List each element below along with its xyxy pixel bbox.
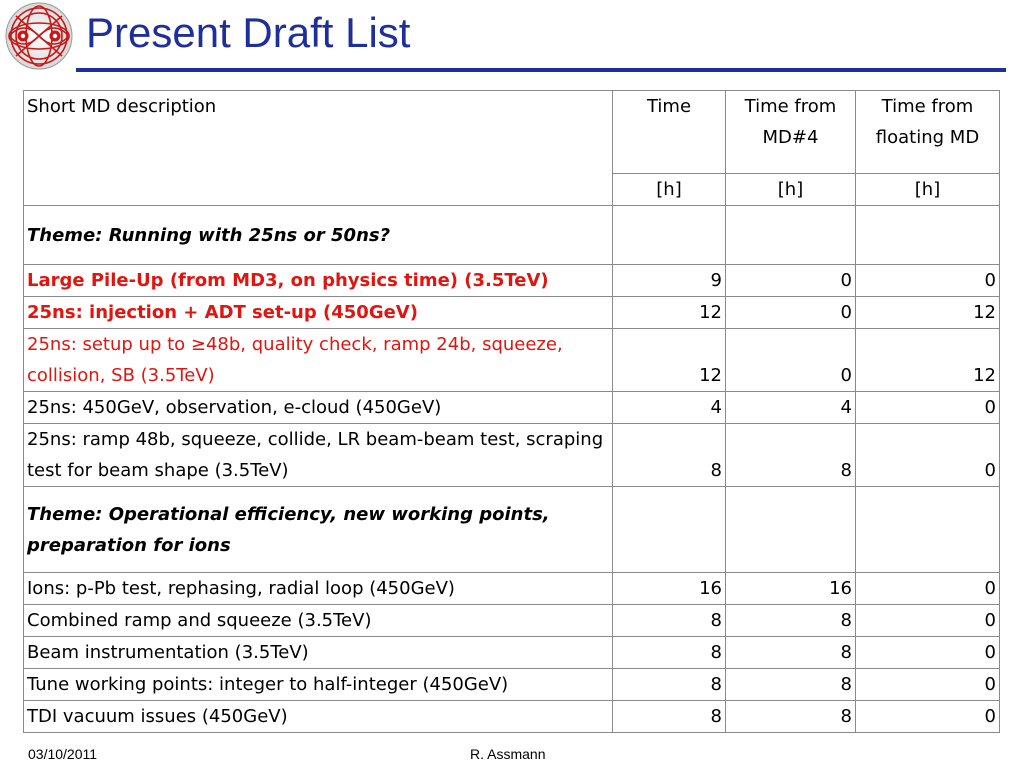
md-table bbox=[23, 90, 1000, 733]
md4-cell bbox=[726, 487, 856, 573]
description-cell: 25ns: setup up to ≥48b, quality check, ramp 24b, squeeze, collision, SB (3.5TeV) bbox=[24, 329, 613, 392]
table-header-row bbox=[24, 91, 1000, 174]
floating-cell: 0 bbox=[856, 605, 1000, 637]
table-row bbox=[24, 669, 1000, 701]
header-time: Time bbox=[613, 91, 726, 174]
time-cell: 8 bbox=[613, 424, 726, 487]
table-row bbox=[24, 329, 1000, 392]
time-cell: 12 bbox=[613, 297, 726, 329]
time-cell: 16 bbox=[613, 573, 726, 605]
floating-cell: 0 bbox=[856, 424, 1000, 487]
unit-time: [h] bbox=[613, 174, 726, 206]
time-cell: 8 bbox=[613, 669, 726, 701]
md4-cell: 0 bbox=[726, 329, 856, 392]
md4-cell: 0 bbox=[726, 265, 856, 297]
table-row bbox=[24, 392, 1000, 424]
floating-cell: 12 bbox=[856, 297, 1000, 329]
table-row bbox=[24, 573, 1000, 605]
description-cell: Combined ramp and squeeze (3.5TeV) bbox=[24, 605, 613, 637]
floating-cell: 12 bbox=[856, 329, 1000, 392]
time-cell: 8 bbox=[613, 637, 726, 669]
md4-cell: 0 bbox=[726, 297, 856, 329]
header-time-floating: Time from floating MD bbox=[856, 91, 1000, 174]
time-cell bbox=[613, 487, 726, 573]
theme-cell: Theme: Operational efficiency, new working points, preparation for ions bbox=[24, 487, 613, 573]
floating-cell bbox=[856, 487, 1000, 573]
md4-cell: 16 bbox=[726, 573, 856, 605]
time-cell: 4 bbox=[613, 392, 726, 424]
footer-date: 03/10/2011 bbox=[28, 746, 98, 762]
footer-author: R. Assmann bbox=[470, 746, 546, 762]
md4-cell bbox=[726, 206, 856, 265]
table-row bbox=[24, 206, 1000, 265]
time-cell: 9 bbox=[613, 265, 726, 297]
floating-cell: 0 bbox=[856, 637, 1000, 669]
md4-cell: 4 bbox=[726, 392, 856, 424]
description-cell: TDI vacuum issues (450GeV) bbox=[24, 701, 613, 733]
time-cell: 12 bbox=[613, 329, 726, 392]
description-cell: Tune working points: integer to half-integer (450GeV) bbox=[24, 669, 613, 701]
md4-cell: 8 bbox=[726, 669, 856, 701]
description-cell: 25ns: ramp 48b, squeeze, collide, LR beam-beam test, scraping test for beam shape (3.5TeV) bbox=[24, 424, 613, 487]
table-row bbox=[24, 265, 1000, 297]
description-cell: 25ns: injection + ADT set-up (450GeV) bbox=[24, 297, 613, 329]
theme-cell: Theme: Running with 25ns or 50ns? bbox=[24, 206, 613, 265]
table-row bbox=[24, 605, 1000, 637]
description-cell: Beam instrumentation (3.5TeV) bbox=[24, 637, 613, 669]
md4-cell: 8 bbox=[726, 637, 856, 669]
table-row bbox=[24, 487, 1000, 573]
description-cell: 25ns: 450GeV, observation, e-cloud (450GeV) bbox=[24, 392, 613, 424]
md4-cell: 8 bbox=[726, 701, 856, 733]
md4-cell: 8 bbox=[726, 605, 856, 637]
slide-title: Present Draft List bbox=[86, 9, 411, 56]
table-row bbox=[24, 424, 1000, 487]
header-description: Short MD description bbox=[24, 91, 613, 206]
time-cell: 8 bbox=[613, 605, 726, 637]
floating-cell bbox=[856, 206, 1000, 265]
md4-cell: 8 bbox=[726, 424, 856, 487]
lhc-logo-icon bbox=[2, 2, 76, 70]
floating-cell: 0 bbox=[856, 669, 1000, 701]
floating-cell: 0 bbox=[856, 573, 1000, 605]
floating-cell: 0 bbox=[856, 701, 1000, 733]
description-cell: Large Pile-Up (from MD3, on physics time) (3.5TeV) bbox=[24, 265, 613, 297]
description-cell: Ions: p-Pb test, rephasing, radial loop (450GeV) bbox=[24, 573, 613, 605]
table-row bbox=[24, 297, 1000, 329]
table-row bbox=[24, 637, 1000, 669]
header-time-md4: Time from MD#4 bbox=[726, 91, 856, 174]
floating-cell: 0 bbox=[856, 392, 1000, 424]
time-cell: 8 bbox=[613, 701, 726, 733]
unit-md4: [h] bbox=[726, 174, 856, 206]
floating-cell: 0 bbox=[856, 265, 1000, 297]
title-underline bbox=[76, 68, 1006, 72]
table-row bbox=[24, 701, 1000, 733]
time-cell bbox=[613, 206, 726, 265]
unit-floating: [h] bbox=[856, 174, 1000, 206]
